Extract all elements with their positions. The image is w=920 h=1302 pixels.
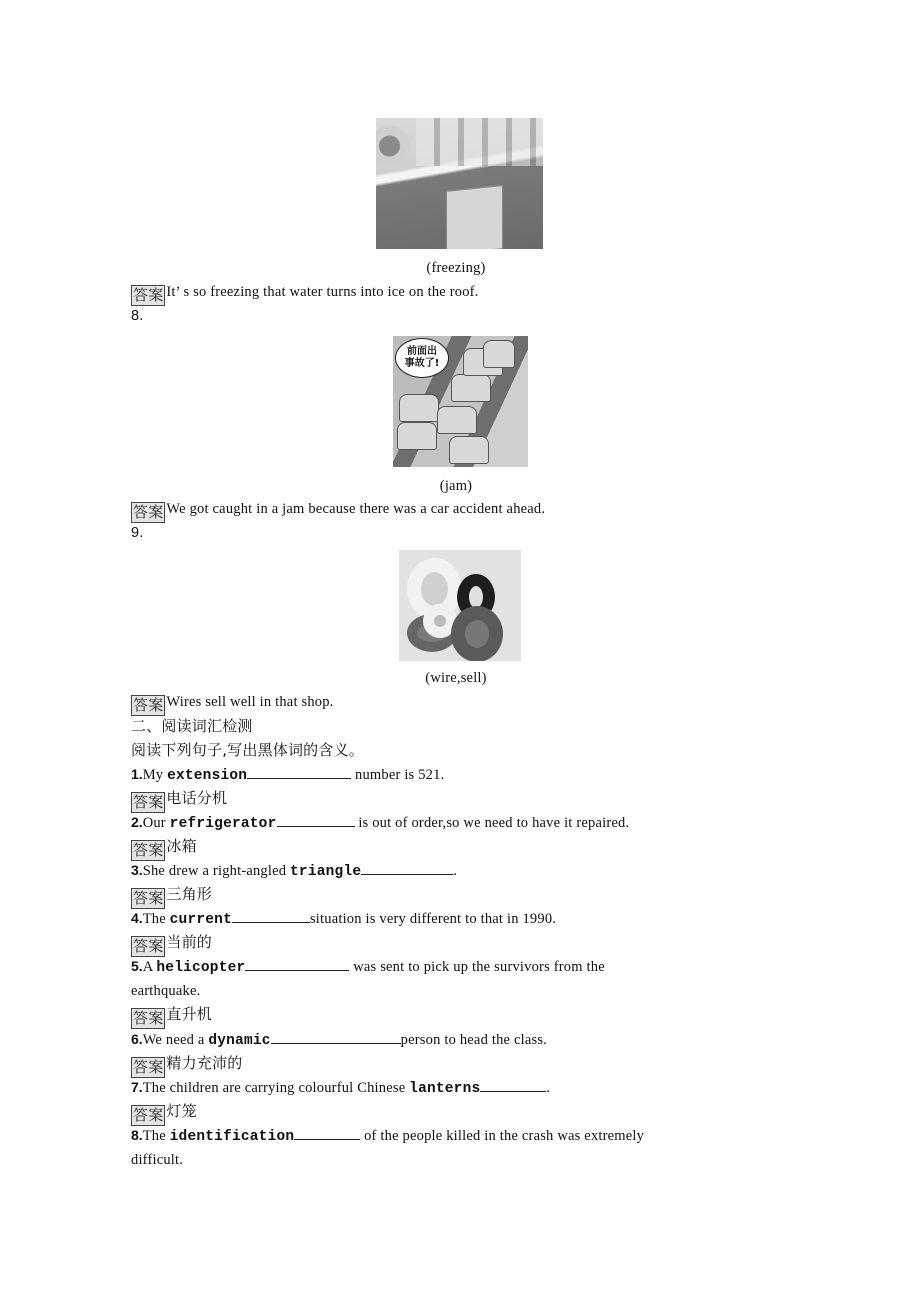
sentence-continuation: earthquake. [131, 983, 201, 999]
answer-badge: 答案 [133, 503, 164, 521]
sentence-text: A [142, 959, 157, 975]
wire-coils-photo [399, 550, 521, 661]
sentence-text: was sent to pick up the survivors from the [349, 959, 605, 975]
vocab-item-7 [131, 1077, 550, 1099]
answer-line [131, 1004, 212, 1029]
answer-line [131, 836, 197, 861]
answer-text: 灯笼 [166, 1102, 197, 1120]
traffic-jam-cartoon [393, 336, 528, 467]
fill-blank[interactable] [232, 908, 310, 923]
vocab-item-2 [131, 812, 629, 834]
bold-word: refrigerator [169, 816, 277, 832]
answer-badge: 答案 [133, 1106, 164, 1124]
answer-badge: 答案 [133, 1009, 164, 1027]
sentence-text: My [142, 767, 168, 783]
sentence-text: . [546, 1080, 551, 1096]
item-number: 6. [131, 1031, 143, 1047]
car-shape [451, 374, 491, 402]
car-shape [399, 394, 439, 422]
picture-caption: (wire,sell) [425, 670, 487, 686]
bold-word: extension [167, 768, 248, 784]
answer-text: 三角形 [166, 885, 213, 903]
vocab-item-5 [131, 956, 605, 978]
answer-badge: 答案 [133, 937, 164, 955]
grey-coil [451, 606, 503, 661]
answer-text: 精力充沛的 [166, 1054, 243, 1072]
question-number: 8. [131, 308, 144, 324]
sentence-text: situation is very different to that in 1990. [309, 911, 557, 927]
building-shape [416, 118, 543, 166]
bold-word: helicopter [156, 960, 246, 976]
answer-line [131, 884, 212, 909]
sentence-continuation: difficult. [131, 1152, 184, 1168]
sentence-text: . [453, 863, 458, 879]
bold-word: triangle [290, 864, 362, 880]
bubble-text: 事故了! [404, 358, 440, 369]
answer-line [131, 499, 545, 523]
car-shape [397, 422, 437, 450]
answer-badge: 答案 [133, 696, 164, 714]
speech-bubble [395, 338, 449, 378]
fill-blank[interactable] [294, 1125, 360, 1140]
answer-text: It’ s so freezing that water turns into ice on the roof. [166, 284, 479, 300]
fill-blank[interactable] [245, 956, 349, 971]
answer-line [131, 1101, 197, 1126]
item-number: 1. [131, 766, 143, 782]
item-number: 3. [131, 862, 143, 878]
answer-badge: 答案 [133, 286, 164, 304]
notice-board-shape [446, 185, 503, 249]
section-instruction: 阅读下列句子,写出黑体词的含义。 [131, 741, 364, 759]
fill-blank[interactable] [277, 812, 355, 827]
fill-blank[interactable] [480, 1077, 546, 1092]
tree-shape [376, 118, 421, 188]
answer-badge: 答案 [133, 889, 164, 907]
item-number: 2. [131, 814, 143, 830]
answer-line [131, 932, 212, 957]
car-shape [437, 406, 477, 434]
vocab-item-3 [131, 860, 457, 882]
answer-line [131, 692, 334, 716]
vocab-item-6 [131, 1029, 547, 1051]
item-number: 5. [131, 958, 143, 974]
answer-line [131, 1053, 242, 1078]
bold-word: current [169, 912, 232, 928]
answer-text: 冰箱 [166, 837, 197, 855]
sentence-text: She drew a right-angled [142, 863, 291, 879]
answer-text: 直升机 [166, 1005, 213, 1023]
vocab-item-8 [131, 1125, 644, 1147]
answer-badge: 答案 [133, 841, 164, 859]
bold-word: lanterns [409, 1081, 481, 1097]
sentence-text: Our [142, 815, 170, 831]
answer-text: Wires sell well in that shop. [166, 694, 334, 710]
item-number: 8. [131, 1127, 143, 1143]
section-title: 二、阅读词汇检测 [131, 717, 253, 735]
picture-caption: (freezing) [426, 260, 486, 276]
bubble-text: 前面出 [407, 346, 437, 357]
sentence-text: The [142, 1128, 170, 1144]
bold-word: identification [169, 1129, 295, 1145]
vocab-item-4 [131, 908, 556, 930]
car-shape [449, 436, 489, 464]
answer-badge: 答案 [133, 793, 164, 811]
sentence-text: number is 521. [351, 767, 445, 783]
sentence-text: The children are carrying colourful Chinese [142, 1080, 410, 1096]
sentence-text: is out of order,so we need to have it repaired. [354, 815, 630, 831]
answer-text: 当前的 [166, 933, 213, 951]
freezing-roof-photo [376, 118, 543, 249]
car-shape [483, 340, 515, 368]
sentence-text: The [142, 911, 170, 927]
picture-caption: (jam) [439, 478, 473, 494]
sentence-text: person to head the class. [400, 1032, 547, 1048]
answer-line [131, 282, 479, 306]
question-number: 9. [131, 525, 144, 541]
bold-word: dynamic [208, 1033, 271, 1049]
answer-line [131, 788, 227, 813]
fill-blank[interactable] [247, 764, 351, 779]
answer-badge: 答案 [133, 1058, 164, 1076]
item-number: 4. [131, 910, 143, 926]
fill-blank[interactable] [361, 860, 453, 875]
sentence-text: We need a [142, 1032, 209, 1048]
answer-text: We got caught in a jam because there was a car accident ahead. [166, 501, 546, 517]
sentence-text: of the people killed in the crash was extremely [360, 1128, 645, 1144]
answer-text: 电话分机 [166, 789, 228, 807]
fill-blank[interactable] [271, 1029, 401, 1044]
item-number: 7. [131, 1079, 143, 1095]
vocab-item-1 [131, 764, 444, 786]
